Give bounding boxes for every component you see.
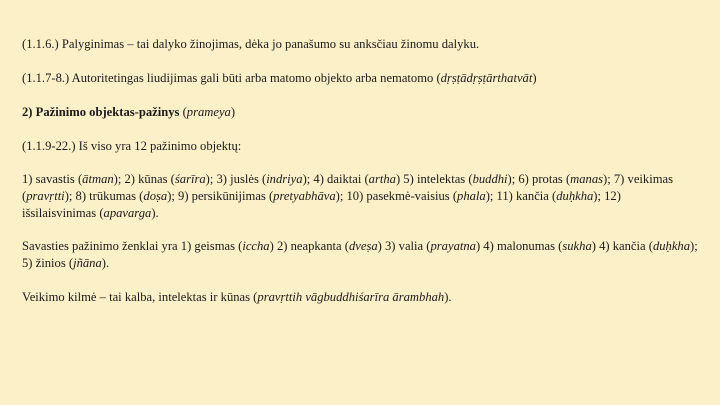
sanskrit-term: prameya [186, 105, 231, 119]
sanskrit-term: duḥkha [556, 189, 594, 203]
paragraph-text: ) 4) malonumas ( [475, 239, 563, 253]
paragraph-self-signs [22, 238, 698, 272]
paragraph-text: ) 4) kančia ( [591, 239, 653, 253]
paragraph-testimony [22, 70, 698, 87]
paragraph-text: (1.1.7-8.) Autoritetingas liudijimas gali būti arba matomo objekto arba nematomo ( [22, 71, 441, 85]
sanskrit-term: dveṣa [348, 239, 378, 253]
paragraph-text: Veikimo kilmė – tai kalba, intelektas ir kūnas ( [22, 290, 258, 304]
sanskrit-term: phala [457, 189, 486, 203]
paragraph-text: (1.1.6.) Palyginimas – tai dalyko žinojimas, dėka jo panašumo su anksčiau žinomu dalyku. [22, 37, 480, 51]
sanskrit-term: apavarga [103, 206, 152, 220]
list-text: ); 12) išsilaisvinimas ( [22, 189, 621, 220]
paragraph-text: ). [101, 256, 110, 270]
sanskrit-term: pretyabhāva [273, 189, 336, 203]
sanskrit-term: buddhi [472, 172, 508, 186]
list-text: ); 10) pasekmė-vaisius ( [335, 189, 458, 203]
list-text: ); 2) kūnas ( [113, 172, 175, 186]
list-text: ). [151, 206, 159, 220]
sanskrit-term: pravṛttih vāgbuddhiśarīra ārambhah [257, 290, 445, 304]
list-text: ); 11) kančia ( [485, 189, 557, 203]
sanskrit-term: jñāna [73, 256, 102, 270]
list-text: ); 8) trūkumas ( [64, 189, 144, 203]
paragraph-text: ) 3) valia ( [377, 239, 431, 253]
sanskrit-term: manas [570, 172, 604, 186]
sanskrit-term: sukha [562, 239, 592, 253]
list-text: ); 4) daiktai ( [302, 172, 369, 186]
sanskrit-term: ātman [82, 172, 114, 186]
paragraph-comparison [22, 36, 698, 53]
paragraph-objects-count [22, 138, 698, 155]
sanskrit-term: pravṛtti [26, 189, 65, 203]
paragraph-objects-list [22, 171, 698, 222]
paragraph-text: (1.1.9-22.) Iš viso yra 12 pažinimo objektų: [22, 139, 242, 153]
list-text: ) 5) intelektas ( [395, 172, 473, 186]
paren-close: ) [230, 105, 236, 119]
paragraph-text: ); 5) žinios ( [22, 239, 698, 270]
sanskrit-term: dṛṣṭādṛṣṭārthatvāt [440, 71, 533, 85]
paragraph-text: ). [444, 290, 452, 304]
paren-open: ( [179, 105, 187, 119]
sanskrit-term: iccha [242, 239, 270, 253]
sanskrit-term: indriya [266, 172, 303, 186]
list-text: ); 7) veikimas ( [22, 172, 673, 203]
heading-text: 2) Pažinimo objektas-pažinys [22, 105, 180, 119]
sanskrit-term: duḥkha [652, 239, 691, 253]
paragraph-text: Savasties pažinimo ženklai yra 1) geismas ( [22, 239, 243, 253]
list-text: 1) savastis ( [22, 172, 83, 186]
list-text: ); 3) juslės ( [205, 172, 267, 186]
list-text: ); 6) protas ( [507, 172, 571, 186]
sanskrit-term: doṣa [143, 189, 168, 203]
sanskrit-term: artha [368, 172, 396, 186]
sanskrit-term: prayatna [430, 239, 476, 253]
list-text: ); 9) persikūnijimas ( [167, 189, 274, 203]
sanskrit-term: śarīra [174, 172, 206, 186]
section-heading [22, 104, 698, 121]
paragraph-action-origin [22, 289, 698, 306]
paragraph-text: ) 2) neapkanta ( [269, 239, 349, 253]
paragraph-text: ) [532, 71, 537, 85]
